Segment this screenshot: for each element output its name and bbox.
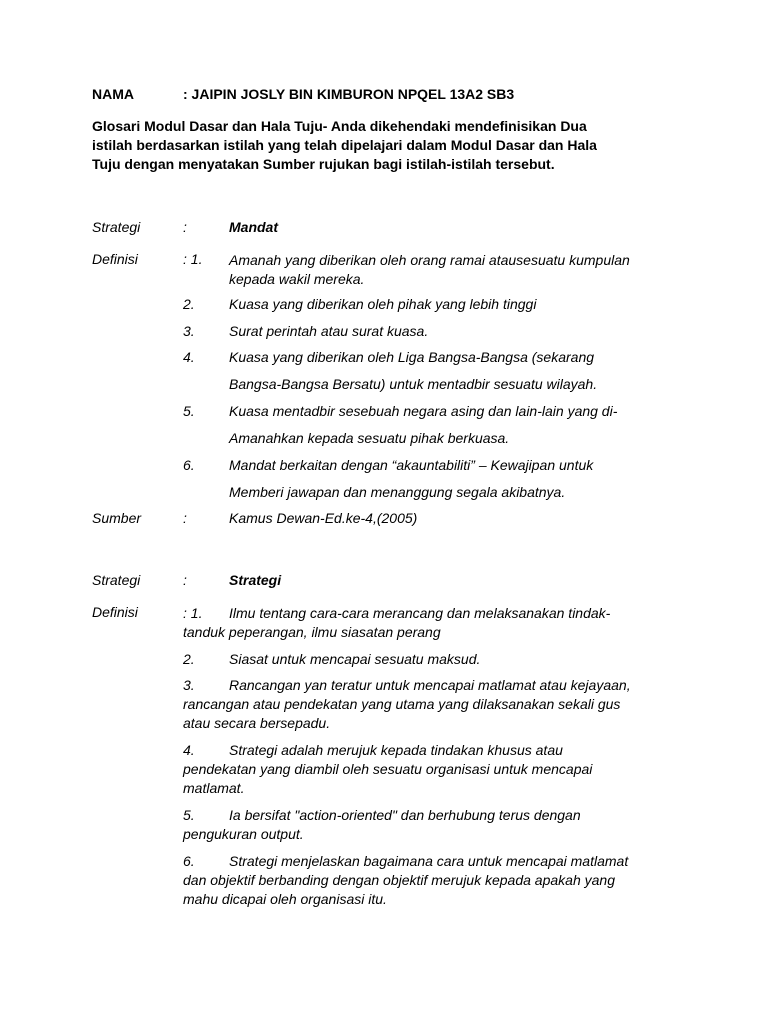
definition-item: Mandat berkaitan dengan “akauntabiliti” – Kewajipan untuk xyxy=(229,457,594,473)
definition-item-cont: Memberi jawapan dan menanggung segala akibatnya. xyxy=(229,484,566,500)
definition-item: 6. Strategi menjelaskan bagaimana cara untuk mencapai matlamat dan objektif berbanding dengan objektif merujuk kepada apakah yang mahu dicapai oleh organisasi itu. xyxy=(183,853,629,907)
definition-item: 2. Siasat untuk mencapai sesuatu maksud. xyxy=(183,651,481,667)
definition-item: : 1. Ilmu tentang cara-cara merancang dan melaksanakan tindak- tanduk peperangan, ilmu siasatan perang xyxy=(183,605,611,640)
definisi-label: Definisi xyxy=(92,251,138,267)
definition-number: : 1. xyxy=(183,251,203,267)
definition-number: 2. xyxy=(183,651,195,667)
name-value: : JAIPIN JOSLY BIN KIMBURON NPQEL 13A2 SB3 xyxy=(183,86,515,102)
definition-item: Kuasa mentadbir sesebuah negara asing dan lain-lain yang di- xyxy=(229,403,618,419)
source-text: Kamus Dewan-Ed.ke-4,(2005) xyxy=(229,510,418,526)
definition-item: Kuasa yang diberikan oleh pihak yang lebih tinggi xyxy=(229,296,537,312)
name-label: NAMA xyxy=(92,86,134,102)
definition-item: Amanah yang diberikan oleh orang ramai atausesuatu kumpulan kepada wakil mereka. xyxy=(229,252,630,287)
definition-number: 3. xyxy=(183,677,195,693)
definition-number: 6. xyxy=(183,457,195,473)
definition-item: 3. Rancangan yan teratur untuk mencapai matlamat atau kejayaan, rancangan atau pendekatan yang utama yang dilaksanakan sekali gus atau secara bersepadu. xyxy=(183,677,631,731)
term-title: Mandat xyxy=(229,219,278,235)
instruction-line: Glosari Modul Dasar dan Hala Tuju- Anda dikehendaki mendefinisikan Dua xyxy=(92,118,587,134)
definition-number: 5. xyxy=(183,403,195,419)
definition-number: 4. xyxy=(183,349,195,365)
colon: : xyxy=(183,510,187,526)
strategi-label: Strategi xyxy=(92,572,141,588)
sumber-label: Sumber xyxy=(92,510,142,526)
definition-number: 4. xyxy=(183,742,195,758)
definition-number: 2. xyxy=(183,296,195,312)
term-title: Strategi xyxy=(229,572,282,588)
colon: : xyxy=(183,572,187,588)
definition-number: : 1. xyxy=(183,605,203,621)
definition-number: 3. xyxy=(183,323,195,339)
definition-number: 6. xyxy=(183,853,195,869)
definition-item: Kuasa yang diberikan oleh Liga Bangsa-Bangsa (sekarang xyxy=(229,349,595,365)
instruction-line: istilah berdasarkan istilah yang telah dipelajari dalam Modul Dasar dan Hala xyxy=(92,137,597,153)
definition-number: 5. xyxy=(183,807,195,823)
definition-item: 5. Ia bersifat "action-oriented" dan berhubung terus dengan pengukuran output. xyxy=(183,807,581,842)
colon: : xyxy=(183,219,187,235)
instruction-line: Tuju dengan menyatakan Sumber rujukan bagi istilah-istilah tersebut. xyxy=(92,156,555,172)
definition-item-cont: Bangsa-Bangsa Bersatu) untuk mentadbir sesuatu wilayah. xyxy=(229,376,598,392)
instructions xyxy=(92,117,692,174)
definisi-label: Definisi xyxy=(92,604,138,620)
definition-item: Surat perintah atau surat kuasa. xyxy=(229,323,429,339)
definition-item: 4. Strategi adalah merujuk kepada tindakan khusus atau pendekatan yang diambil oleh sesuatu organisasi untuk mencapai matlamat. xyxy=(183,742,593,796)
strategi-label: Strategi xyxy=(92,219,141,235)
definition-item-cont: Amanahkan kepada sesuatu pihak berkuasa. xyxy=(229,430,510,446)
